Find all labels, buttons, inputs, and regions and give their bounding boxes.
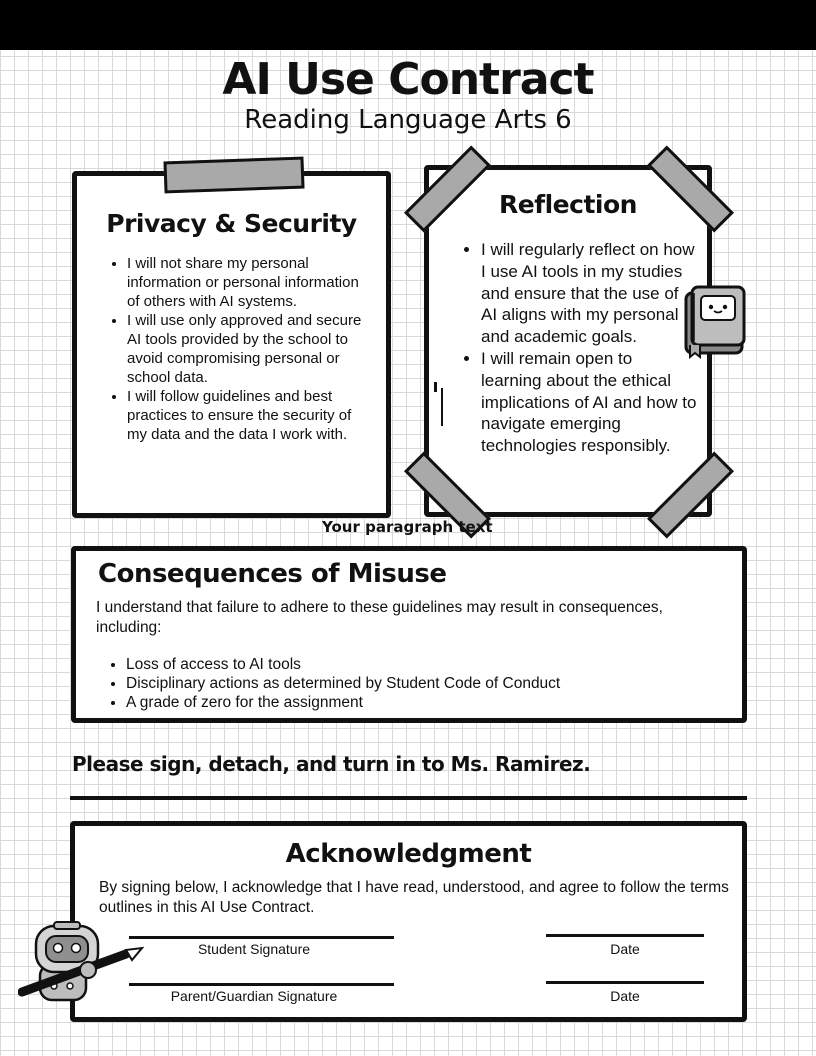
- sign-instruction: Please sign, detach, and turn in to Ms. Ramirez.: [72, 752, 591, 776]
- consequences-card: [71, 546, 747, 723]
- parent-signature-label: Parent/Guardian Signature: [170, 988, 338, 1004]
- privacy-list: [101, 254, 368, 444]
- acknowledgment-card: [70, 821, 747, 1022]
- tape-strip: [163, 157, 304, 194]
- student-signature-line[interactable]: [129, 936, 394, 939]
- date-label: Date: [610, 988, 640, 1004]
- book-mascot-icon: [682, 283, 748, 359]
- student-signature-label: Student Signature: [197, 941, 311, 957]
- top-black-bar: [0, 0, 816, 50]
- consequences-intro: I understand that failure to adhere to these guidelines may result in consequences, including:: [96, 599, 663, 636]
- consequence-item: • Disciplinary actions as determined by Student Code of Conduct: [126, 674, 742, 693]
- consequences-heading: Consequences of Misuse: [98, 559, 447, 589]
- privacy-item: • I will follow guidelines and best practices to ensure the security of my data and the data I work with.: [127, 387, 368, 444]
- privacy-heading: Privacy & Security: [106, 209, 357, 238]
- consequences-list: [100, 655, 742, 712]
- parent-signature-line[interactable]: [129, 983, 394, 986]
- acknowledgment-heading: Acknowledgment: [285, 839, 532, 869]
- acknowledgment-text: By signing below, I acknowledge that I have read, understood, and agree to follow the terms outlines in this AI Use Contract.: [99, 879, 729, 916]
- reflection-card: [424, 165, 712, 517]
- privacy-security-card: [72, 171, 391, 518]
- date-label: Date: [610, 941, 640, 957]
- page-subtitle: Reading Language Arts 6: [244, 105, 572, 135]
- reflection-heading: Reflection: [499, 190, 637, 219]
- date-line-parent[interactable]: [546, 981, 704, 984]
- reflection-list: [455, 239, 697, 457]
- reflection-item: • I will regularly reflect on how I use AI tools in my studies and ensure that the use of AI aligns with my personal and academic goals.: [481, 239, 697, 348]
- robot-with-pen-icon: [18, 920, 148, 1006]
- scratch-mark: [441, 388, 443, 426]
- date-line-student[interactable]: [546, 934, 704, 937]
- scratch-mark: [434, 382, 437, 392]
- consequence-item: • A grade of zero for the assignment: [126, 693, 742, 712]
- privacy-item: • I will use only approved and secure AI tools provided by the school to avoid compromising personal or school data.: [127, 311, 368, 387]
- reflection-item: • I will remain open to learning about the ethical implications of AI and how to navigate emerging technologies responsibly.: [481, 348, 697, 457]
- page-title: AI Use Contract: [222, 54, 594, 105]
- detach-divider: [70, 796, 747, 800]
- placeholder-paragraph-text: Your paragraph text: [322, 518, 493, 536]
- consequence-item: • Loss of access to AI tools: [126, 655, 742, 674]
- privacy-item: • I will not share my personal information or personal information of others with AI systems.: [127, 254, 368, 311]
